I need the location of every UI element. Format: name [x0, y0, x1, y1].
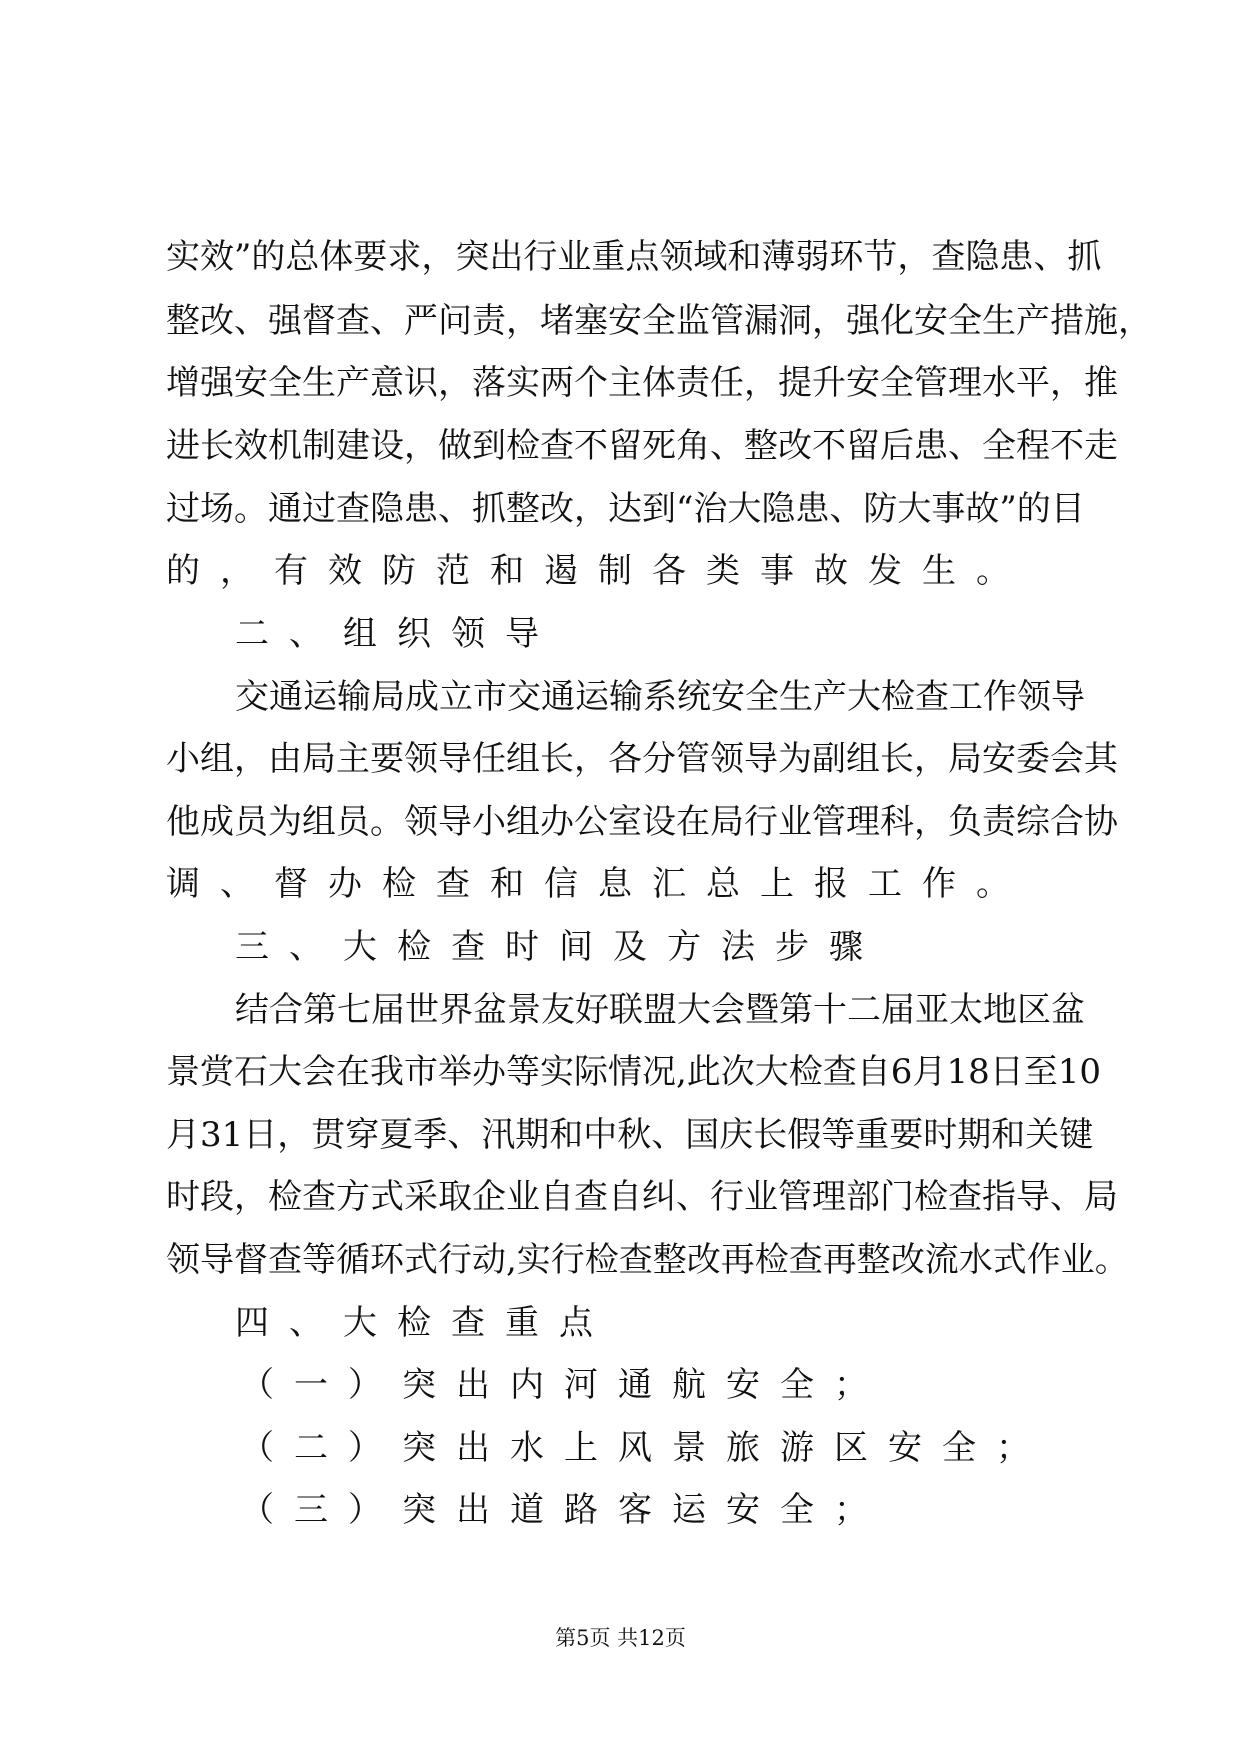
paragraph-line: 过场。通过查隐患、抓整改，达到“治大隐患、防大事故”的目	[166, 489, 1085, 529]
paragraph-line: 进长效机制建设，做到检查不留死角、整改不留后患、全程不走	[166, 426, 1118, 466]
section-heading: 三、大检查时间及方法步骤	[235, 927, 883, 967]
section-heading: 四、大检查重点	[235, 1303, 613, 1343]
paragraph-line: 整改、强督查、严问责，堵塞安全监管漏洞，强化安全生产措施，	[166, 301, 1152, 341]
list-item: （三）突出道路客运安全；	[240, 1490, 888, 1530]
paragraph-line: 景赏石大会在我市举办等实际情况,此次大检查自6月18日至10	[166, 1052, 1101, 1092]
paragraph-line: 增强安全生产意识，落实两个主体责任，提升安全管理水平，推	[166, 363, 1118, 403]
list-item: （二）突出水上风景旅游区安全；	[240, 1428, 1050, 1468]
paragraph-line: 结合第七届世界盆景友好联盟大会暨第十二届亚太地区盆	[235, 990, 1085, 1030]
list-item: （一）突出内河通航安全；	[240, 1365, 888, 1405]
paragraph-line: 小组，由局主要领导任组长，各分管领导为副组长，局安委会其	[166, 739, 1118, 779]
paragraph-line: 领导督查等循环式行动,实行检查整改再检查再整改流水式作业。	[166, 1240, 1129, 1280]
paragraph-line: 他成员为组员。领导小组办公室设在局行业管理科，负责综合协	[166, 802, 1118, 842]
page-number: 第5页 共12页	[555, 1626, 686, 1650]
paragraph-line: 交通运输局成立市交通运输系统安全生产大检查工作领导	[235, 677, 1085, 717]
paragraph-line: 实效”的总体要求，突出行业重点领域和薄弱环节，查隐患、抓	[166, 237, 1102, 277]
paragraph-line: 的，有效防范和遏制各类事故发生。	[166, 551, 1030, 591]
paragraph-line: 时段，检查方式采取企业自查自纠、行业管理部门检查指导、局	[166, 1177, 1118, 1217]
paragraph-line: 调、督办检查和信息汇总上报工作。	[166, 864, 1030, 904]
paragraph-line: 月31日，贯穿夏季、汛期和中秋、国庆长假等重要时期和关键	[166, 1115, 1094, 1155]
section-heading: 二、组织领导	[235, 614, 559, 654]
